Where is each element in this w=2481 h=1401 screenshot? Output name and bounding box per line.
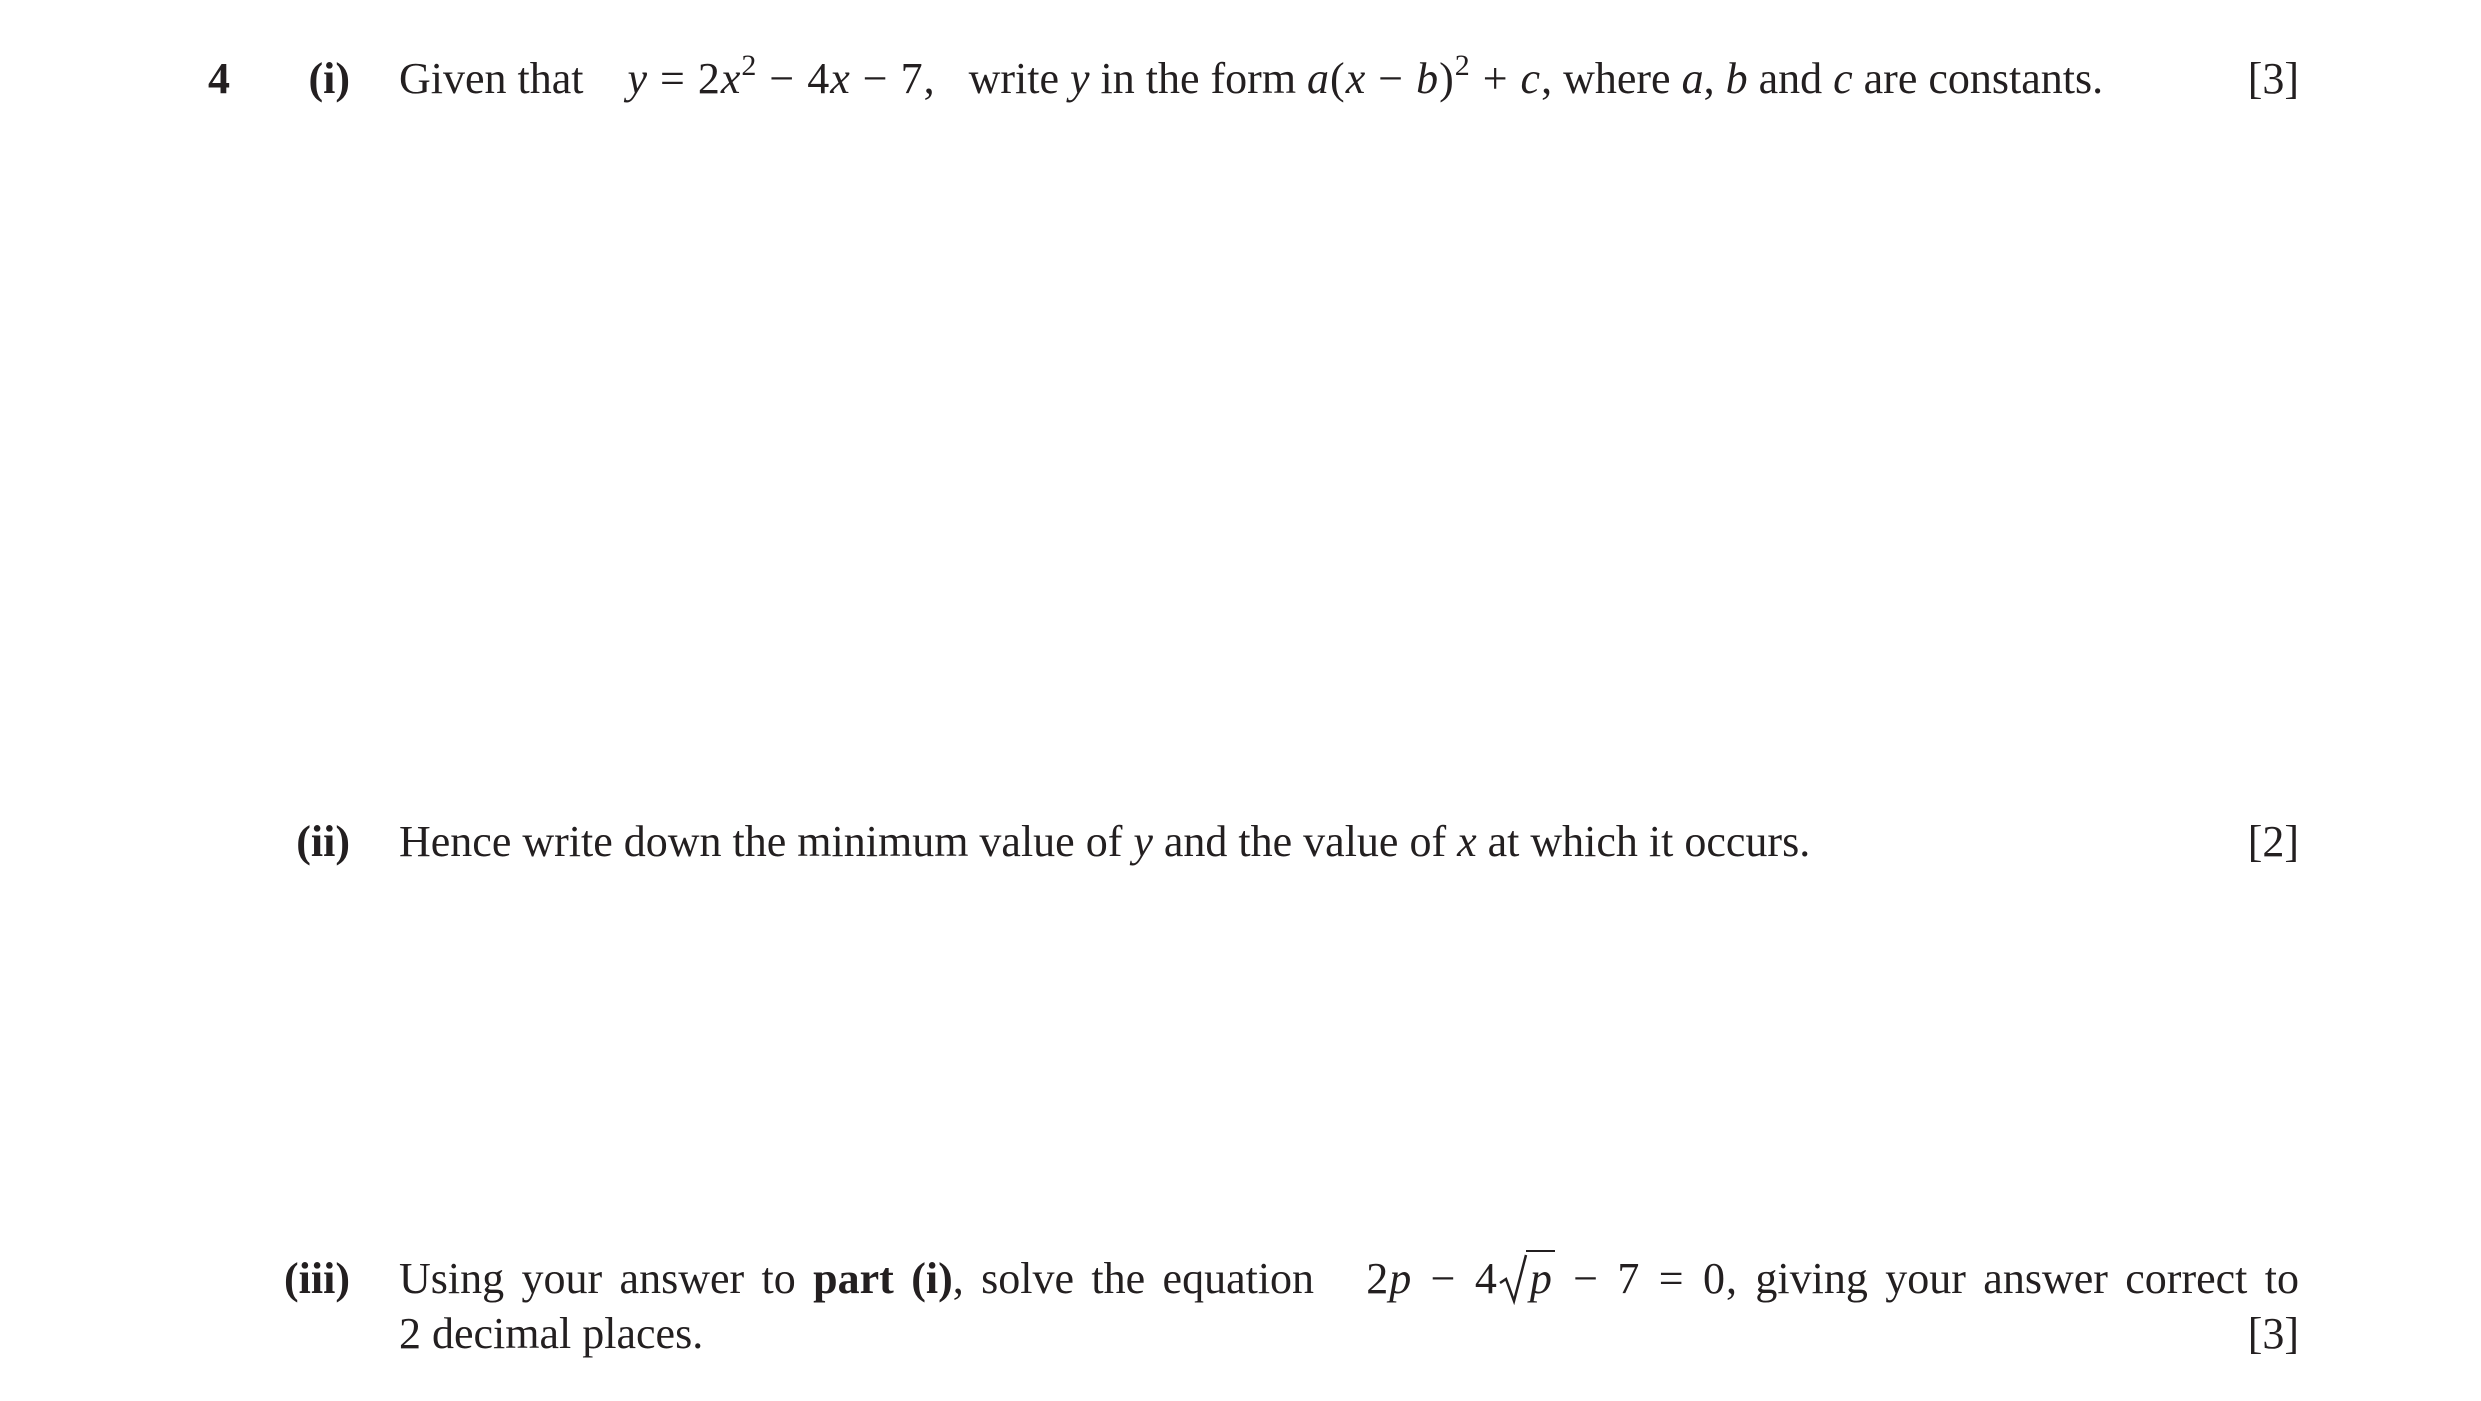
part-i-text: Given that $y = 2x^2 - 4x - 7$, write y in the form $a(x - b)^2 + c$, where a, b and c are constants. xyxy=(399,49,2104,103)
part-iii-line2: 2 decimal places. xyxy=(399,1309,704,1358)
question-number: 4 xyxy=(208,54,230,103)
part-i-label: (i) xyxy=(308,54,350,103)
part-ii-marks: [2] xyxy=(2247,817,2299,866)
part-i-form: $a(x - b)^2 + c$ xyxy=(1307,49,1542,103)
sqrt-symbol: p xyxy=(1498,1257,1555,1301)
sqrt-icon xyxy=(1498,1253,1528,1305)
part-iii-line1: Using your answer to part (i), solve the equation 2p − 4 p − 7 = 0, giving your answer correct to xyxy=(399,1257,2299,1301)
part-i-marks: [3] xyxy=(2247,54,2299,103)
part-i-reference: part (i) xyxy=(813,1254,953,1303)
part-i-given: Given that xyxy=(399,54,584,103)
part-i-equation: $y = 2x^2 - 4x - 7$, xyxy=(627,49,936,103)
part-ii-text: Hence write down the minimum value of y and the value of x at which it occurs. xyxy=(399,817,1811,866)
part-iii-equation: 2p − 4 p − 7 = 0, xyxy=(1366,1254,1738,1303)
part-ii-label: (ii) xyxy=(296,817,350,866)
part-iii-label: (iii) xyxy=(284,1254,350,1303)
part-iii-marks: [3] xyxy=(2247,1309,2299,1358)
